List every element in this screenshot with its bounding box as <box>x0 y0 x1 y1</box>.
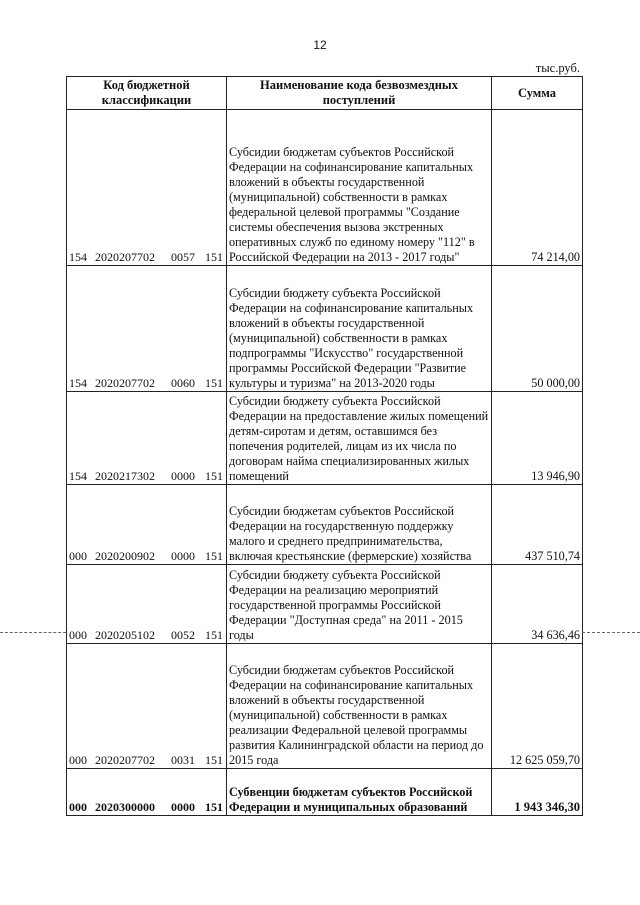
admin-code: 000 <box>69 800 87 814</box>
scan-fold-line-left <box>0 632 66 633</box>
admin-code: 000 <box>69 549 87 563</box>
main-code: 2020207702 <box>95 753 155 767</box>
admin-code: 000 <box>69 753 87 767</box>
main-code: 2020207702 <box>95 376 155 390</box>
kosgu-code: 151 <box>205 250 223 264</box>
row-sum: 50 000,00 <box>492 266 583 392</box>
row-code <box>67 485 227 565</box>
units-label: тыс.руб. <box>535 61 580 75</box>
sub-code: 0000 <box>171 549 195 563</box>
revenue-table <box>66 76 583 816</box>
row-sum: 12 625 059,70 <box>492 644 583 769</box>
main-code: 2020205102 <box>95 628 155 642</box>
admin-code: 154 <box>69 469 87 483</box>
row-sum: 437 510,74 <box>492 485 583 565</box>
main-code: 2020300000 <box>95 800 155 814</box>
row-name: Субсидии бюджетам субъектов Российской Федерации на софинансирование капитальных вложений в объекты государственной (муниципальной) собственности в рамках федеральной целевой программы "Создание системы обеспечения вызова экстренных оперативных служб по единому номеру "112" в Российской Федерации на 2013 - 2017 годы" <box>227 110 492 266</box>
table-row-total <box>67 769 583 816</box>
row-sum: 34 636,46 <box>492 565 583 644</box>
table-row <box>67 485 583 565</box>
row-code <box>67 392 227 485</box>
row-sum: 1 943 346,30 <box>492 769 583 816</box>
row-name: Субсидии бюджету субъекта Российской Федерации на софинансирование капитальных вложений в объекты государственной (муниципальной) собственности в рамках подпрограммы "Искусство" государственной программы Российской Федерации "Развитие культуры и туризма" на 2013-2020 годы <box>227 266 492 392</box>
admin-code: 154 <box>69 376 87 390</box>
kosgu-code: 151 <box>205 753 223 767</box>
table-row <box>67 392 583 485</box>
kosgu-code: 151 <box>205 376 223 390</box>
row-code <box>67 110 227 266</box>
row-name: Субсидии бюджетам субъектов Российской Федерации на софинансирование капитальных вложений в объекты государственной (муниципальной) собственности в рамках реализации Федеральной целевой программы развития Калининградской области на период до 2015 года <box>227 644 492 769</box>
header-name: Наименование кода безвозмездных поступлений <box>227 77 492 110</box>
scan-fold-line-right <box>582 632 640 633</box>
sub-code: 0000 <box>171 469 195 483</box>
kosgu-code: 151 <box>205 469 223 483</box>
main-code: 2020207702 <box>95 250 155 264</box>
sub-code: 0052 <box>171 628 195 642</box>
row-sum: 74 214,00 <box>492 110 583 266</box>
kosgu-code: 151 <box>205 549 223 563</box>
row-name: Субсидии бюджету субъекта Российской Федерации на реализацию мероприятий государственной программы Российской Федерации "Доступная среда" на 2011 - 2015 годы <box>227 565 492 644</box>
main-code: 2020217302 <box>95 469 155 483</box>
header-code: Код бюджетной классификации <box>67 77 227 110</box>
table-row <box>67 644 583 769</box>
row-name: Субсидии бюджетам субъектов Российской Федерации на государственную поддержку малого и среднего предпринимательства, включая крестьянские (фермерские) хозяйства <box>227 485 492 565</box>
row-code <box>67 565 227 644</box>
kosgu-code: 151 <box>205 628 223 642</box>
table-row <box>67 110 583 266</box>
row-code <box>67 644 227 769</box>
main-code: 2020200902 <box>95 549 155 563</box>
row-sum: 13 946,90 <box>492 392 583 485</box>
table-row <box>67 565 583 644</box>
admin-code: 154 <box>69 250 87 264</box>
row-code <box>67 769 227 816</box>
sub-code: 0057 <box>171 250 195 264</box>
sub-code: 0060 <box>171 376 195 390</box>
kosgu-code: 151 <box>205 800 223 814</box>
admin-code: 000 <box>69 628 87 642</box>
table-header-row <box>67 77 583 110</box>
sub-code: 0031 <box>171 753 195 767</box>
table-row <box>67 266 583 392</box>
row-code <box>67 266 227 392</box>
row-name: Субсидии бюджету субъекта Российской Федерации на предоставление жилых помещений детям-сиротам и детям, оставшимся без попечения родителей, лицам из их числа по договорам найма специализированных жилых помещений <box>227 392 492 485</box>
page-number: 12 <box>313 38 327 52</box>
row-name: Субвенции бюджетам субъектов Российской Федерации и муниципальных образований <box>227 769 492 816</box>
sub-code: 0000 <box>171 800 195 814</box>
header-sum: Сумма <box>492 77 583 110</box>
